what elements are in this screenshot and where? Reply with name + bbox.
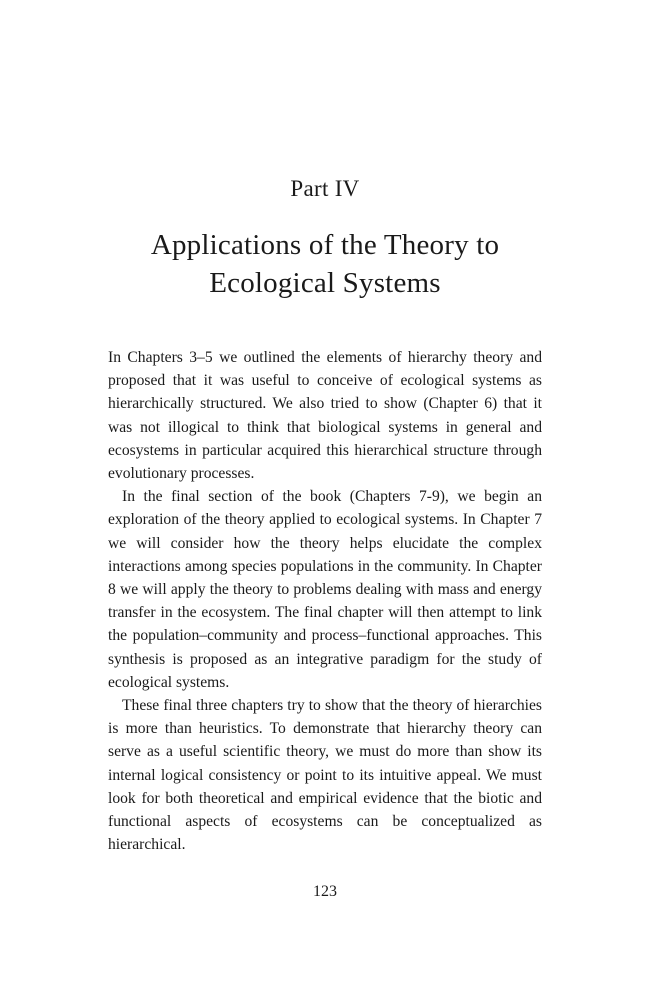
page-number: 123 bbox=[313, 883, 337, 900]
section-title-line-2: Ecological Systems bbox=[209, 267, 441, 299]
part-label: Part IV bbox=[290, 176, 360, 201]
paragraph-3: These final three chapters try to show that the theory of hierarchies is more than heuristics. To demonstrate that hierarchy theory can serve as a useful scientific theory, we must do more than show its internal logical consistency or point to its intuitive appeal. We must look for both theoretical and empirical evidence that the biotic and functional aspects of ecosystems can be conceptualized as hierarchical. bbox=[108, 697, 542, 854]
body-text bbox=[108, 346, 542, 856]
paragraph-1: In Chapters 3–5 we outlined the elements of hierarchy theory and proposed that it was useful to conceive of ecological systems as hierarchically structured. We also tried to show (Chapter 6) that it was not illogical to think that biological systems in general and ecosystems in particular acquired this hierarchical structure through evolutionary processes. bbox=[108, 349, 542, 483]
paragraph-2: In the final section of the book (Chapters 7-9), we begin an exploration of the theory applied to ecological systems. In Chapter 7 we will consider how the theory helps elucidate the complex interactions among species populations in the community. In Chapter 8 we will apply the theory to problems dealing with mass and energy transfer in the ecosystem. The final chapter will then attempt to link the population–community and process–functional approaches. This synthesis is proposed as an integrative paradigm for the study of ecological systems. bbox=[108, 488, 542, 691]
section-title-line-1: Applications of the Theory to bbox=[150, 229, 500, 261]
section-title bbox=[60, 226, 590, 302]
